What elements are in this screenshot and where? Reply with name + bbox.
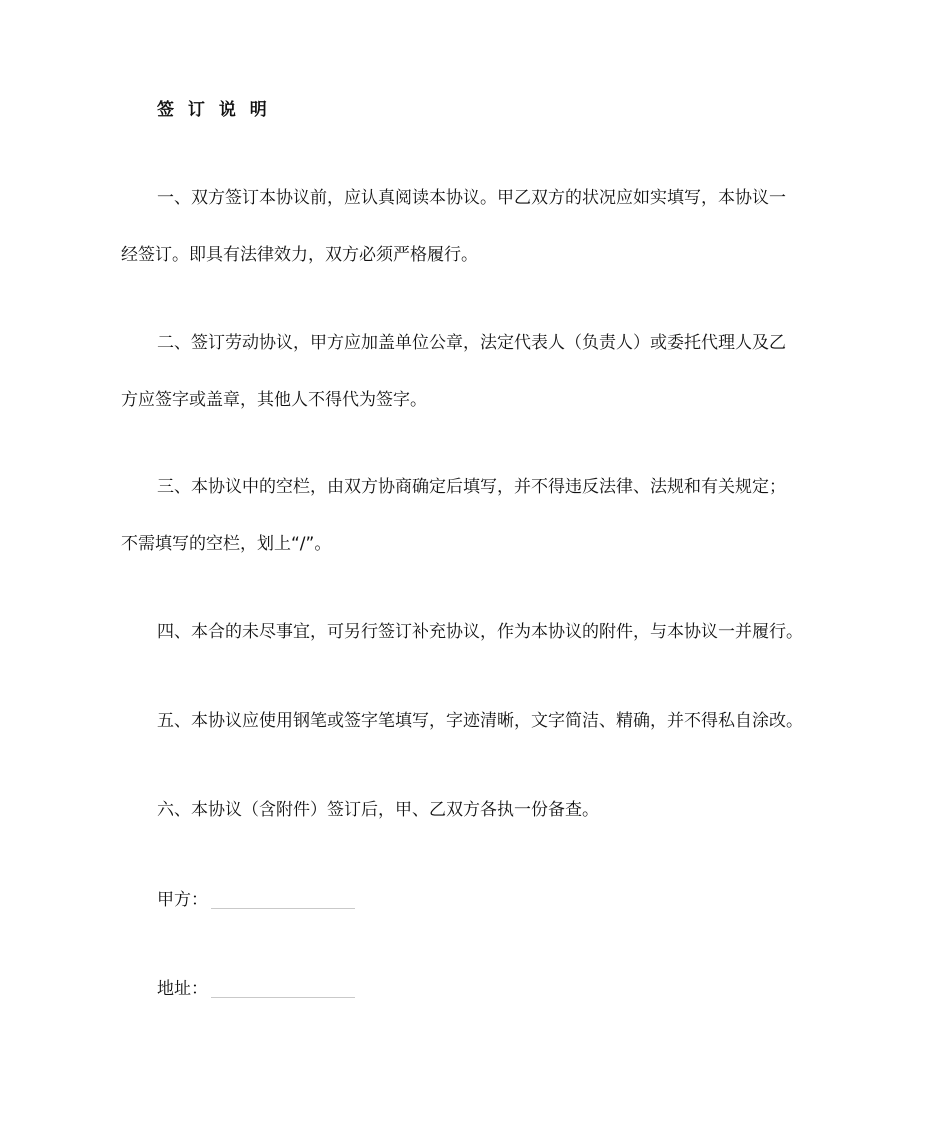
paragraph-1 <box>121 170 841 284</box>
party-a-field <box>157 887 208 913</box>
party-a-blank-line[interactable] <box>211 908 355 909</box>
address-blank-line[interactable] <box>211 997 355 998</box>
paragraph-1-line-2: 经签订。即具有法律效力，双方必须严格履行。 <box>121 245 478 265</box>
paragraph-6 <box>121 782 841 839</box>
address-label: 地址： <box>157 979 208 999</box>
paragraph-3-line-1: 三、本协议中的空栏，由双方协商确定后填写，并不得违反法律、法规和有关规定； <box>157 477 786 497</box>
paragraph-3-line-2: 不需填写的空栏，划上“/”。 <box>121 534 332 554</box>
paragraph-5-line-1: 五、本协议应使用钢笔或签字笔填写，字迹清晰，文字简洁、精确，并不得私自涂改。 <box>157 711 803 731</box>
paragraph-3 <box>121 459 841 573</box>
paragraph-2-line-2: 方应签字或盖章，其他人不得代为签字。 <box>121 390 427 410</box>
paragraph-2 <box>121 315 841 429</box>
paragraph-2-line-1: 二、签订劳动协议，甲方应加盖单位公章，法定代表人（负责人）或委托代理人及乙 <box>157 333 786 353</box>
party-a-label: 甲方： <box>157 890 208 910</box>
paragraph-4-line-1: 四、本合的未尽事宜，可另行签订补充协议，作为本协议的附件，与本协议一并履行。 <box>157 622 803 642</box>
document-title: 签 订 说 明 <box>157 100 271 120</box>
paragraph-1-line-1: 一、双方签订本协议前，应认真阅读本协议。甲乙双方的状况应如实填写，本协议一 <box>157 188 786 208</box>
address-field <box>157 976 208 1002</box>
paragraph-5 <box>121 693 841 750</box>
paragraph-4 <box>121 604 841 661</box>
paragraph-6-line-1: 六、本协议（含附件）签订后，甲、乙双方各执一份备查。 <box>157 800 599 820</box>
